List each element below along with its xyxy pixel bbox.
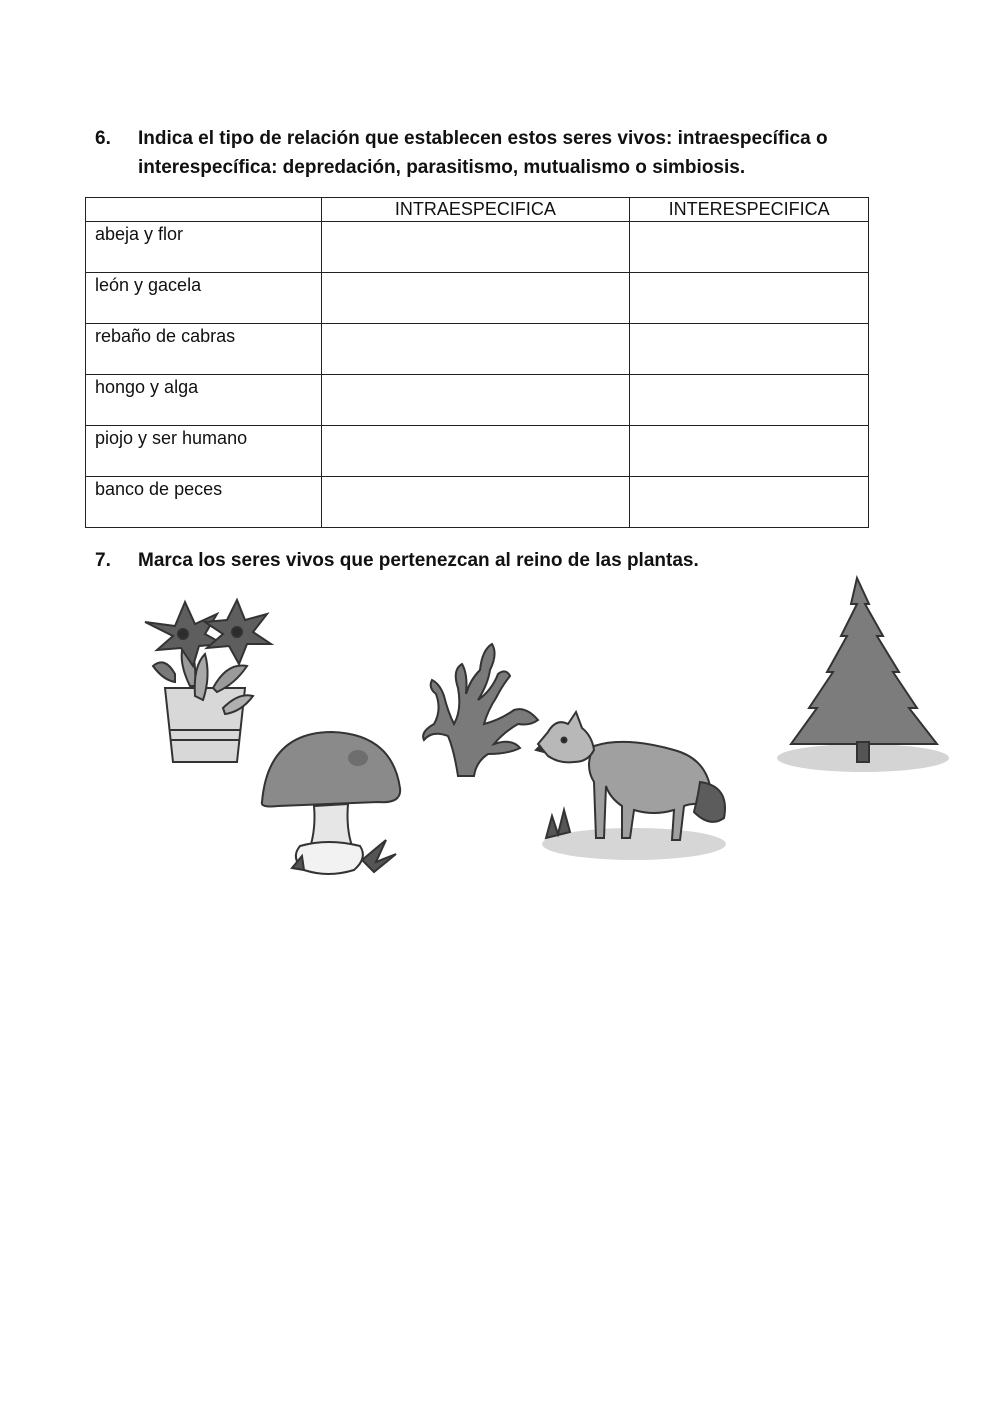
answer-cell-inter[interactable]	[630, 222, 869, 273]
question-number: 7.	[95, 550, 111, 571]
table-row	[86, 477, 869, 528]
row-label: abeja y flor	[86, 222, 322, 273]
table-header-row	[86, 198, 869, 222]
answer-cell-inter[interactable]	[630, 375, 869, 426]
table-row	[86, 222, 869, 273]
header-intraespecifica: INTRAESPECIFICA	[321, 198, 630, 222]
potted-plant-icon[interactable]	[135, 596, 275, 768]
answer-cell-intra[interactable]	[321, 426, 630, 477]
fir-tree-icon[interactable]	[775, 574, 950, 774]
question-text: Indica el tipo de relación que establecen estos seres vivos: intraespecífica o interespecífica: depredación, parasitismo, mutualismo o simbiosis.	[138, 128, 828, 178]
mushroom-icon[interactable]	[258, 728, 403, 880]
question-text: Marca los seres vivos que pertenezcan al reino de las plantas.	[138, 550, 699, 571]
question-number: 6.	[95, 128, 111, 149]
answer-cell-inter[interactable]	[630, 324, 869, 375]
row-label: hongo y alga	[86, 375, 322, 426]
table-row	[86, 375, 869, 426]
row-label: piojo y ser humano	[86, 426, 322, 477]
table-row	[86, 273, 869, 324]
answer-cell-intra[interactable]	[321, 222, 630, 273]
row-label: banco de peces	[86, 477, 322, 528]
header-empty	[86, 198, 322, 222]
answer-cell-inter[interactable]	[630, 426, 869, 477]
fox-icon[interactable]	[534, 706, 734, 864]
row-label: rebaño de cabras	[86, 324, 322, 375]
table-row	[86, 324, 869, 375]
relation-table	[85, 197, 869, 528]
table-row	[86, 426, 869, 477]
answer-cell-intra[interactable]	[321, 375, 630, 426]
row-label: león y gacela	[86, 273, 322, 324]
answer-cell-intra[interactable]	[321, 324, 630, 375]
answer-cell-intra[interactable]	[321, 477, 630, 528]
answer-cell-inter[interactable]	[630, 273, 869, 324]
answer-cell-intra[interactable]	[321, 273, 630, 324]
seaweed-icon[interactable]	[418, 640, 543, 780]
header-interespecifica: INTERESPECIFICA	[630, 198, 869, 222]
answer-cell-inter[interactable]	[630, 477, 869, 528]
